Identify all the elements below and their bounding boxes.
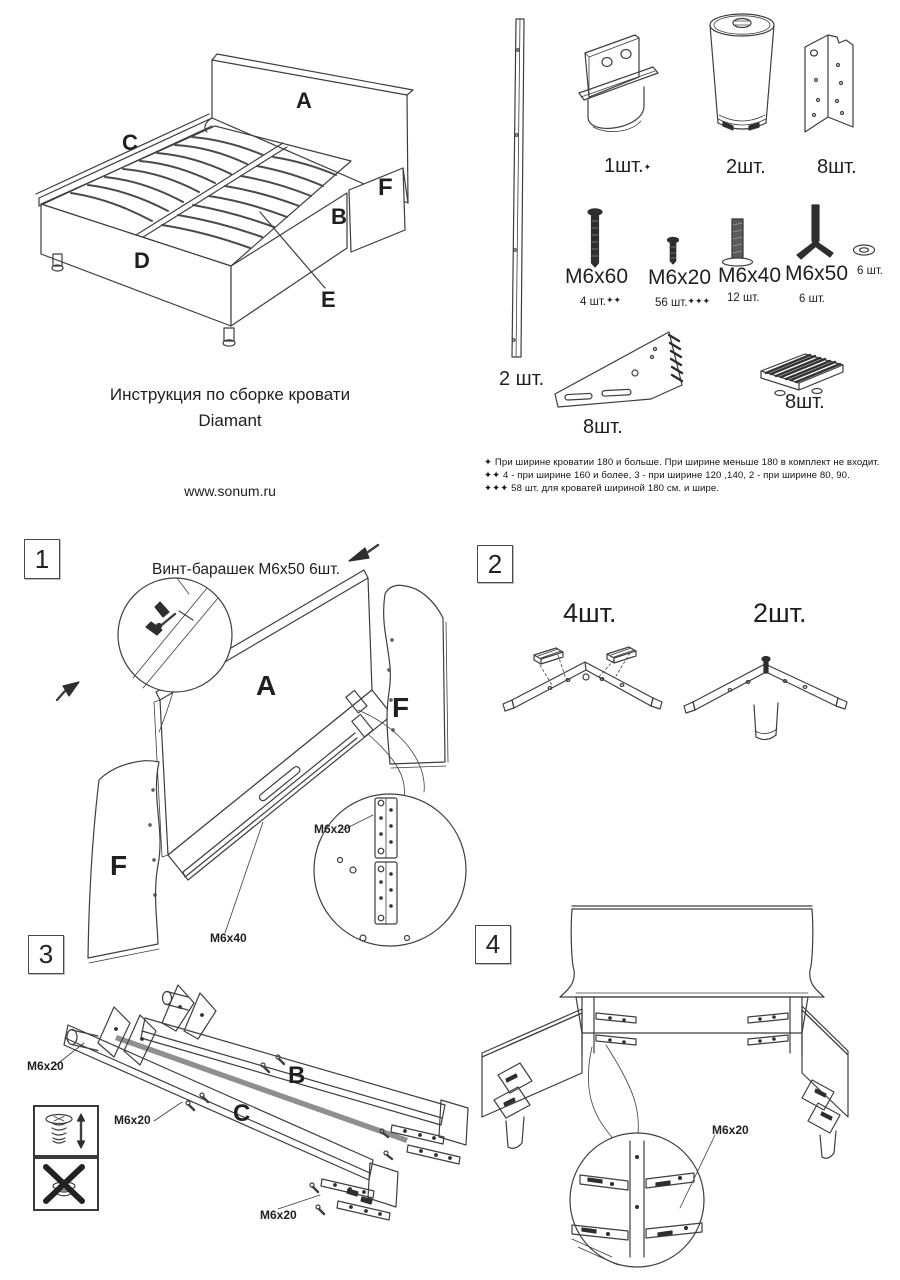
bolt-m6x50-name: M6x50: [785, 262, 849, 285]
step-4-number: 4: [475, 925, 511, 964]
website-url: www.sonum.ru: [184, 483, 276, 499]
step1-label-f-right: F: [392, 692, 410, 723]
step3-label-m6x20-3: M6x20: [260, 1208, 297, 1222]
headboard-part: [560, 906, 824, 1055]
wing-bolt-label: Винт-барашек М6х50 6шт.: [152, 561, 340, 578]
right-side-rail: [802, 1006, 848, 1158]
footnote-3: ✦✦✦ 58 шт. для кроватей шириной 180 см. и шире.: [484, 483, 720, 494]
page-title: Инструкция по сборке кровати: [109, 385, 351, 404]
step-1-number: 1: [24, 539, 60, 579]
part-label-a: A: [296, 88, 312, 113]
step3-label-m6x20-2: M6x20: [114, 1113, 151, 1127]
step1-label-m6x20: M6x20: [314, 822, 351, 836]
part-label-c: C: [122, 130, 138, 155]
step1-label-f-left: F: [110, 850, 128, 881]
pad-qty-label: 8шт.: [785, 391, 825, 413]
callout-funnel: [588, 1045, 638, 1141]
hook-leg-qty-text: 1шт.: [604, 155, 644, 177]
corner-bracket-qty-label: 8шт.: [817, 156, 857, 178]
bolt-m6x50-qty: 6 шт.: [799, 293, 826, 305]
hook-leg-footnote-mark: ✦: [643, 162, 652, 172]
bolt-m6x20-name: M6x20: [648, 266, 712, 289]
step3-label-m6x20-1: M6x20: [27, 1059, 64, 1073]
part-label-b: B: [331, 204, 347, 229]
left-side-rail: [482, 1009, 582, 1148]
step1-label-a: A: [256, 670, 277, 701]
triangle-bracket-qty-label: 8шт.: [583, 416, 623, 438]
bolt-m6x60-mark: ✦✦: [606, 295, 622, 305]
step-3-number: 3: [28, 935, 64, 974]
bolt-m6x40-name: M6x40: [718, 264, 782, 287]
page-subtitle: Diamant: [198, 411, 262, 430]
bolt-m6x60-name: M6x60: [565, 265, 629, 288]
step2-qty-right: 2шт.: [753, 598, 807, 628]
part-label-d: D: [134, 248, 150, 273]
step-2-number: 2: [477, 545, 513, 583]
bolt-m6x20-qty-text: 56 шт.: [655, 297, 688, 309]
strip-qty-label: 2 шт.: [499, 368, 545, 390]
part-label-f: F: [378, 174, 393, 201]
step2-qty-left: 4шт.: [563, 598, 617, 628]
step4-label-m6x20: M6x20: [712, 1123, 749, 1137]
bolt-m6x40-qty: 12 шт.: [727, 292, 760, 304]
footnote-1: ✦ При ширине кроватии 180 и больше. При ширине меньше 180 в комплект не входит.: [484, 457, 880, 468]
bolt-m6x20-mark: ✦✦✦: [687, 296, 711, 306]
step3-label-b: B: [288, 1062, 306, 1089]
step-4-illustration: [460, 895, 900, 1280]
step1-label-m6x40: M6x40: [210, 931, 247, 945]
part-label-e: E: [321, 287, 336, 312]
footnote-2: ✦✦ 4 - при ширине 160 и более, 3 - при ширине 120 ,140, 2 - при ширине 80, 90.: [484, 470, 850, 481]
cylinder-leg-qty-label: 2шт.: [726, 156, 766, 178]
step3-label-c: C: [233, 1100, 251, 1127]
middle-brackets: [596, 1013, 788, 1045]
washer-qty-label: 6 шт.: [857, 265, 884, 277]
bolt-m6x60-qty-text: 4 шт.: [580, 296, 607, 308]
